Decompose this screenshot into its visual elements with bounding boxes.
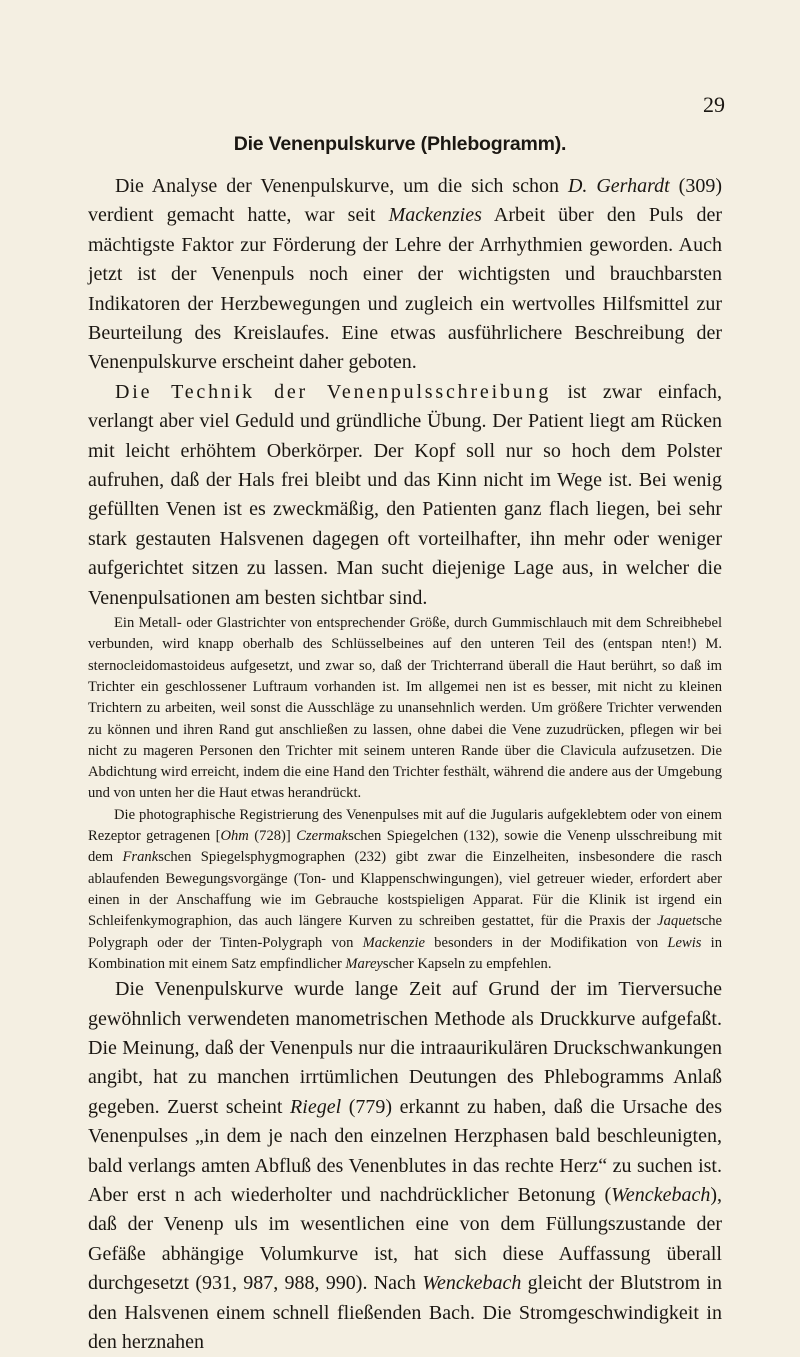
author-name: Riegel <box>290 1095 342 1118</box>
text-run: (309) verdient gemacht hatte, war seit <box>88 175 722 227</box>
author-name: Ohm <box>220 828 249 845</box>
paragraph-technik <box>88 378 722 613</box>
spaced-emphasis: Die Technik der Venenpulsschreibung <box>115 380 552 403</box>
section-heading: Die Venenpulskurve (Phlebogramm). <box>233 133 567 155</box>
paragraph-text <box>88 613 722 805</box>
author-name: Marey <box>345 955 383 972</box>
author-name: Mackenzies <box>388 204 482 227</box>
paragraph-analysis <box>88 172 722 378</box>
paragraph-trichter-note <box>88 613 722 805</box>
text-run: (728)] <box>248 828 297 845</box>
text-run: ist zwar einfach, verlangt aber viel Geduld und gründliche Übung. Der Patient liegt am Rücken mit leicht erhöhtem Oberkörper. Der Kopf soll nur so hoch dem Polster aufruhen, daß der Hals frei bleibt und das Kinn nicht im Wege ist. Bei wenig gefüllten Venen ist es zweckmäßig, den Patienten ganz flach liegen, bei sehr stark gestauten Halsvenen dagegen oft vorteilhafter, ihn mehr oder weniger aufgerichtet sitzen zu lassen. Man sucht diejenige Lage aus, in welcher die Venenpulsationen am besten sichtbar sind. <box>88 380 722 609</box>
text-run: schen Spiegelsphygmographen (232) gibt zwar die Einzelheiten, insbesondere die rasch ablaufenden Bewegungsvorgänge (Ton- und Klappenschwingungen), viel getreuer wieder, erfordert aber einen in der Anschaffung wie im Gebrauche kostspieligen Apparat. Für die Klinik ist irgend ein Schleifenkymographion, das auch längere Kurven zu schreiben gestattet, für die Praxis der <box>88 849 722 930</box>
text-run: ), daß der Venenp uls im wesentlichen eine von dem Füllungszustande der Gefäße abhängige Volumkurve ist, hat sich diese Auffassung überall durchgesetzt (931, 987, 988, 990). Nach <box>88 1183 722 1295</box>
paragraph-druckkurve <box>88 975 722 1357</box>
author-name: Wenckebach <box>611 1183 711 1206</box>
paragraph-registrierung-note <box>88 805 722 975</box>
author-name: Wenckebach <box>422 1272 522 1295</box>
text-run: gleicht der Blutstrom in den Halsvenen einem schnell fließenden Bach. Die Stromgeschwindigkeit in den herznahen <box>88 1272 722 1354</box>
text-run: scher Kapseln zu empfehlen. <box>382 955 552 972</box>
text-run: (779) erkannt zu haben, daß die Ursache des Venenpulses „in dem je nach den einzelnen Herzphasen bald beschleunigten, bald verlangs amten Abfluß des Venenblutes in das rechte Herz“ zu suchen ist. Aber erst n ach wiederholter und nachdrücklicher Betonung ( <box>88 1095 722 1206</box>
text-run: Die photographische Registrierung des Venenpulses mit auf die Jugularis aufgeklebtem oder von einem Rezeptor getragenen [ <box>88 806 722 845</box>
author-name: Jaquet <box>657 913 697 930</box>
author-name: D. Gerhardt <box>567 175 670 197</box>
text-run: Die Venenpulskurve wurde lange Zeit auf Grund der im Tierversuche gewöhnlich verwendeten manometrischen Methode als Druckkurve aufgefaßt. Die Meinung, daß der Venenpuls nur die intraaurikulären Druckschwankungen angibt, hat zu manchen irrtümlichen Deutungen des Phlebogramms Anlaß gegeben. Zuerst scheint <box>88 978 722 1118</box>
author-name: Mackenzie <box>362 934 425 951</box>
text-run: in Kombination mit einem Satz empfindlicher <box>88 934 722 972</box>
author-name: Lewis <box>667 934 702 951</box>
paragraph-text <box>88 378 722 613</box>
paragraph-text <box>88 975 722 1357</box>
text-run: Ein Metall- oder Glastrichter von entsprechender Größe, durch Gummischlauch mit dem Schreibhebel verbunden, wird knapp oberhalb des Schlüsselbeines auf den unteren Teil des (entspan nten!) M. sternocleidomastoideus aufgesetzt, und zwar so, daß der Trichterrand überall die Haut berührt, so daß im Trichter ein geschlossener Luftraum vorhanden ist. Im allgemei nen ist es besser, mit nicht zu kleinen Trichtern zu arbeiten, weil sonst die Ausschläge zu unansehnlich werden. Um größere Trichter verwenden zu können und ihren Rand gut anschließen zu lassen, ohne dabei die Vene zuzudrücken, pflegen wir bei nicht zu mageren Personen den Trichter mit seinem unteren Rande über die Clavicula aufzusetzen. Die Abdichtung wird erreicht, indem die eine Hand den Trichter festhält, während die andere aus der Umgebung und von unten her die Haut etwas herandrückt. <box>88 615 722 802</box>
page-number: 29 <box>703 92 725 117</box>
author-name: Czermak <box>296 828 349 845</box>
paragraph-text <box>88 172 722 378</box>
text-run: besonders in der Modifikation von <box>424 934 668 951</box>
author-name: Frank <box>122 849 159 866</box>
text-run: sche Polygraph oder der Tinten-Polygraph von <box>88 913 722 951</box>
text-run: Arbeit über den Puls der mächtigste Faktor zur Förderung der Lehre der Arrhythmien geworden. Auch jetzt ist der Venenpuls noch einer der wichtigsten und brauchbarsten Indikatoren der Herzbewegungen und zugleich ein wertvolles Hilfsmittel zur Beurteilung des Kreislaufes. Eine etwas ausführlichere Beschreibung der Venenpulskurve erscheint daher geboten. <box>88 204 722 374</box>
paragraph-text <box>88 805 722 975</box>
text-run: schen Spiegelchen (132), sowie die Venenp ulsschreibung mit dem <box>88 828 722 866</box>
text-run: Die Analyse der Venenpulskurve, um die sich schon <box>115 175 568 197</box>
